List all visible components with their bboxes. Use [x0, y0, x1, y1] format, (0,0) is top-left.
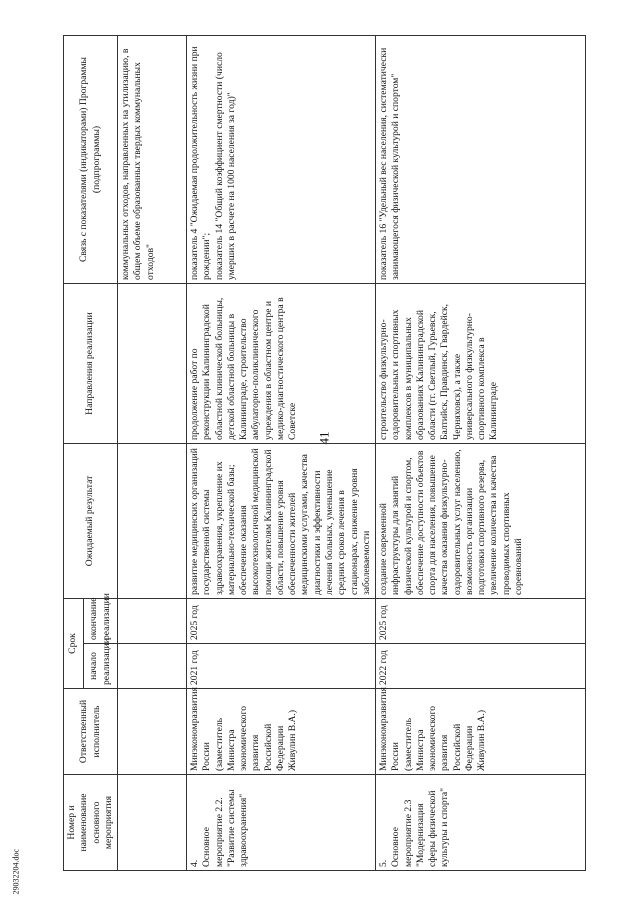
document-id: 29032204.doc	[11, 848, 21, 895]
header-activity-name: Номер и наименование основного мероприятия	[64, 775, 118, 871]
cell-empty	[118, 284, 187, 444]
cell-empty	[118, 599, 187, 644]
cell-term-start: 2022 год	[376, 644, 586, 689]
cell-direction: строительство физкультурно-оздоровительных и спортивных комплексов в муниципальных образованиях Калининградской области (гг. Светлый, Гурьевск, Балтийск, Правдинск, Гвардейск, Черняховск), а также универсального физкультурно-спортивного комплекса в Калининграде	[376, 284, 586, 444]
cell-indicators: коммунальных отходов, направленных на утилизацию, в общем объеме образованных твердых коммунальных отходов"	[118, 36, 187, 284]
header-term-end: окончание реализации	[83, 599, 117, 644]
row-number: 5.	[378, 859, 390, 867]
table-row-continuation	[118, 36, 187, 871]
activities-table	[63, 35, 586, 871]
cell-expected-result: создание современной инфраструктуры для занятий физической культурой и спортом, обеспечение доступности объектов спорта для населения, повышение качества оказания физкультурно-оздоровительных услуг населению, возможность организации подготовки спортивного резерва, увеличение количества и качества проводимых спортивных соревнований	[376, 444, 586, 599]
header-directions: Направления реализации	[64, 284, 118, 444]
cell-term-end: 2025 год	[376, 599, 586, 644]
table-row	[376, 36, 586, 871]
header-executor: Ответственный исполнитель	[64, 689, 118, 775]
cell-term-start: 2021 год	[187, 644, 376, 689]
header-expected-result: Ожидаемый результат	[64, 444, 118, 599]
header-indicators: Связь с показателями (индикаторами) Программы (подпрограммы)	[64, 36, 118, 284]
row-number: 4.	[189, 859, 201, 867]
header-term: Срок	[64, 599, 84, 689]
cell-indicators: показатель 16 "Удельный вес населения, систематически занимающегося физической культурой и спортом"	[376, 36, 586, 284]
rotated-table-container	[63, 36, 590, 871]
cell-executor: Минэкономразвития России (заместитель Министра экономического развития Российской Федерации Живулин В.А.)	[187, 689, 376, 775]
table-row	[187, 36, 376, 871]
cell-indicators: показатель 4 "Ожидаемая продолжительность жизни при рождении"; показатель 14 "Общий коэффициент смертности (число умерших в расчете на 1000 населения за год)"	[187, 36, 376, 284]
cell-empty	[118, 689, 187, 775]
cell-empty	[118, 644, 187, 689]
cell-term-end: 2025 год	[187, 599, 376, 644]
page-number: 41	[316, 431, 332, 445]
cell-activity	[376, 775, 586, 871]
cell-activity	[187, 775, 376, 871]
cell-direction: продолжение работ по реконструкции Калининградской областной клинической больницы, детской областной больницы в Калининграде, строительство амбулаторно-поликлинического учреждения в областном центре и медико-диагностического центра в Советске	[187, 284, 376, 444]
cell-empty	[118, 444, 187, 599]
activity-name: Основное мероприятие 2.2. "Развитие системы здравоохранения"	[201, 789, 250, 867]
cell-empty	[118, 775, 187, 871]
activity-name: Основное мероприятие 2.3 "Модернизация сферы физической культуры и спорта"	[390, 787, 451, 867]
header-term-start: начало реализации	[83, 644, 117, 689]
cell-expected-result: развитие медицинских организаций государственной системы здравоохранения, укрепление их материально-технической базы; обеспечение оказания высокотехнологичной медицинской помощи жителям Калининградской области, повышение уровня обеспеченности жителей медицинскими услугами, качества диагностики и эффективности лечения больных, уменьшение средних сроков лечения в стационарах, снижение уровня заболеваемости	[187, 444, 376, 599]
cell-executor: Минэкономразвития России (заместитель Министра экономического развития Российской Федерации Живулин В.А.)	[376, 689, 586, 775]
